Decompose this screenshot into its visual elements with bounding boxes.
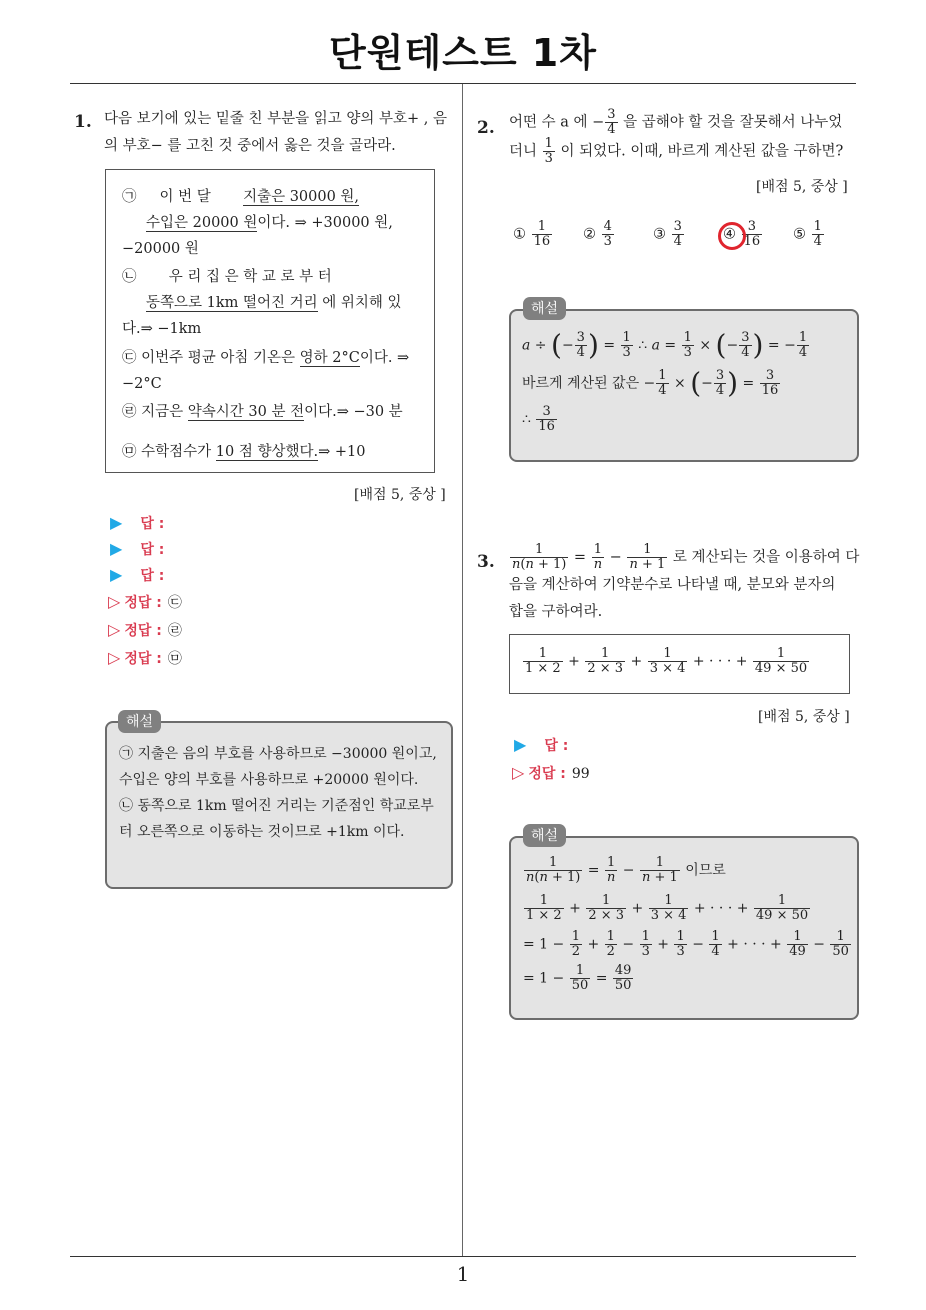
q1-item-5: ㉤ 수학점수가 10 점 향상했다.⇒ +10: [122, 444, 366, 460]
q2-choice-4[interactable]: ④ $\frac{3}{16}$: [723, 219, 761, 249]
answer-triangle-icon: ▶: [110, 565, 123, 584]
q3-expression: $\frac{1}{1 \times 2}$ + $\frac{1}{2 \times 3}$ + $\frac{1}{3 \times 4}$ + · · · + $\frac{1}{49 \times 50}$: [525, 646, 808, 676]
q1-answer-row-3: ▶ 답 :: [110, 565, 165, 584]
q1-score: [배점 5, 중상 ]: [354, 487, 446, 503]
q3-solution-line-4: = 1 − $\frac{1}{50}$ = $\frac{49}{50}$: [523, 963, 632, 993]
q2-choice-5[interactable]: ⑤ $\frac{1}{4}$: [793, 219, 822, 249]
correct-triangle-icon: ▷: [512, 763, 525, 782]
header-rule: [70, 83, 856, 84]
page-number: 1: [456, 1262, 470, 1286]
q1-text: 다음 보기에 있는 밑줄 친 부분을 읽고 양의 부호+ , 음의 부호− 를 고친 것 중에서 옳은 것을 골라라.: [104, 111, 447, 154]
answer-triangle-icon: ▶: [110, 513, 123, 532]
q3-solution-line-2: $\frac{1}{1 \times 2}$ + $\frac{1}{2 \times 3}$ + $\frac{1}{3 \times 4}$ + · · · + $\frac{1}{49 \times 50}$: [526, 893, 809, 923]
answer-triangle-icon: ▶: [110, 539, 123, 558]
q2-frac-1-3: $\frac{1}{3}$: [544, 136, 553, 166]
q3-expression-box: [509, 634, 850, 694]
q1-correct-3: ▷ 정답 : ㉤: [108, 648, 182, 667]
q2-text: 어떤 수 a 에 − $\frac{3}{4}$ 을 곱해야 할 것을 잘못해서 나누었 더니 $\frac{1}{3}$ 이 되었다. 이때, 바르게 계산된 값을 구하면?: [509, 107, 844, 166]
correct-triangle-icon: ▷: [108, 620, 121, 639]
q1-item-4: ㉣ 지금은 약속시간 30 분 전이다.⇒ −30 분: [122, 404, 403, 420]
page-title: 단원테스트 1차: [329, 31, 597, 75]
selected-answer-circle-icon: [718, 222, 746, 250]
q2-frac-3-4: $\frac{3}{4}$: [607, 107, 616, 137]
q1-answer-row-2: ▶ 답 :: [110, 539, 165, 558]
q3-text: $\frac{1}{n(n + 1)}$ = $\frac{1}{n}$ − $\frac{1}{n + 1}$ 로 계산되는 것을 이용하여 다 음을 계산하여 기약분수로 나타낼 때, 분모와 분자의 합을 구하여라.: [509, 542, 860, 620]
q2-solution-line-1: a ÷ (− $\frac{3}{4}$ ) = $\frac{1}{3}$ ∴ a = $\frac{1}{3}$ × (− $\frac{3}{4}$ ) = − $\frac{1}{4}$: [522, 328, 808, 362]
q1-solution-tag: 해설: [118, 710, 161, 733]
q1-item-1: ㉠ 이 번 달 지출은 30000 원, 수입은 20000 원이다. ⇒ +30000 원, −20000 원: [122, 189, 393, 257]
q2-solution-line-2: 바르게 계산된 값은 − $\frac{1}{4}$ × (− $\frac{3}{4}$ ) = $\frac{3}{16}$: [522, 366, 779, 400]
q3-solution-line-1: $\frac{1}{n(n + 1)}$ = $\frac{1}{n}$ − $\frac{1}{n + 1}$ 이므로: [526, 855, 726, 885]
q1-item-3: ㉢ 이번주 평균 아침 기온은 영하 2°C이다. ⇒ −2°C: [122, 350, 410, 392]
q1-answer-row-1: ▶ 답 :: [110, 513, 165, 532]
q3-score: [배점 5, 중상 ]: [758, 709, 850, 725]
column-divider: [462, 84, 463, 1256]
q1-correct-2: ▷ 정답 : ㉣: [108, 620, 182, 639]
correct-triangle-icon: ▷: [108, 592, 121, 611]
q1-correct-1: ▷ 정답 : ㉢: [108, 592, 182, 611]
q3-answer-row: ▶ 답 :: [514, 735, 569, 754]
q3-correct: ▷ 정답 : 99: [512, 763, 590, 782]
q1-solution-text: ㉠ 지출은 음의 부호를 사용하므로 −30000 원이고, 수입은 양의 부호를 사용하므로 +20000 원이다. ㉡ 동쪽으로 1km 떨어진 거리는 기준점인 학교로부터 오른쪽으로 이동하는 것이므로 +1km 이다.: [119, 746, 437, 840]
q3-solution-box: [509, 836, 859, 1020]
correct-triangle-icon: ▷: [108, 648, 121, 667]
footer-rule: [70, 1256, 856, 1257]
q3-number: 3.: [477, 552, 495, 572]
q2-choice-3[interactable]: ③ $\frac{3}{4}$: [653, 219, 682, 249]
q1-example-box: [105, 169, 435, 473]
q2-solution-line-3: ∴ $\frac{3}{16}$: [522, 404, 555, 434]
q1-item-2: ㉡ 우 리 집 은 학 교 로 부 터 동쪽으로 1km 떨어진 거리 에 위치해 있다.⇒ −1km: [122, 269, 402, 337]
q1-solution-box: [105, 721, 453, 889]
q2-solution-tag: 해설: [523, 297, 566, 320]
q2-choice-2[interactable]: ② $\frac{4}{3}$: [583, 219, 612, 249]
q3-solution-tag: 해설: [523, 824, 566, 847]
q1-number: 1.: [74, 112, 92, 132]
q2-number: 2.: [477, 118, 495, 138]
q2-solution-box: [509, 309, 859, 462]
answer-triangle-icon: ▶: [514, 735, 527, 754]
q2-score: [배점 5, 중상 ]: [756, 179, 848, 195]
q2-choice-1[interactable]: ① $\frac{1}{16}$: [513, 219, 551, 249]
q3-solution-line-3: = 1 − $\frac{1}{2}$ + $\frac{1}{2}$ − $\frac{1}{3}$ + $\frac{1}{3}$ − $\frac{1}{4}$ + · · · + $\frac{1}{49}$ − $\frac{1}{50}$: [523, 929, 849, 959]
